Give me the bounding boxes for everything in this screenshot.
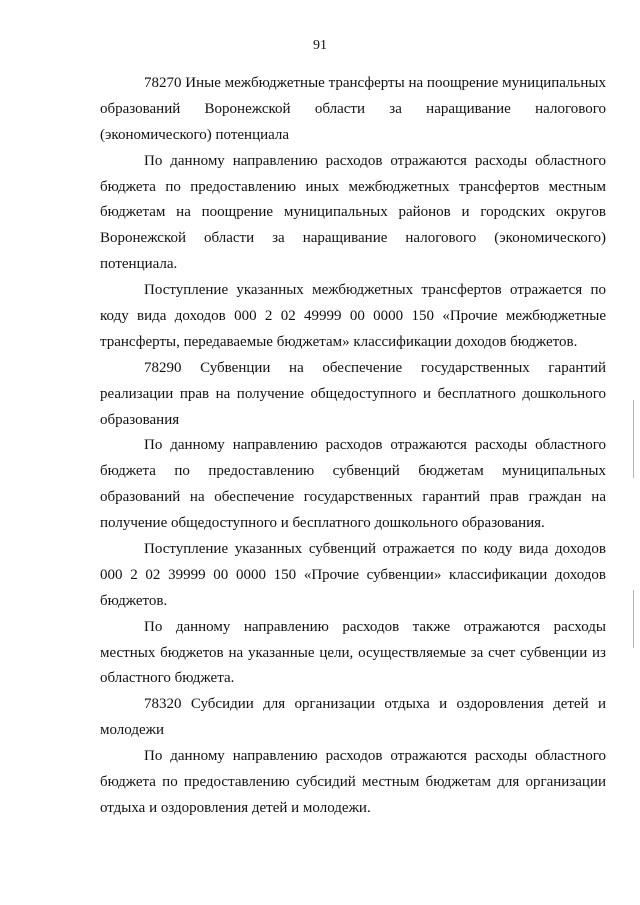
- text-line: получение общедоступного и бесплатного дошкольного образования.: [100, 515, 545, 532]
- text-line: молодежи: [100, 722, 165, 739]
- text-line: отдыха и оздоровления детей и молодежи.: [100, 799, 371, 816]
- text-line: Воронежской области за наращивание налогового (экономического): [100, 230, 606, 247]
- text-line: бюджета по предоставлению субвенций бюджетам муниципальных: [100, 463, 606, 480]
- text-line: образования: [100, 411, 180, 428]
- paragraph: [100, 278, 606, 356]
- paragraph-list: [100, 71, 606, 822]
- text-line: По данному направлению расходов отражаются расходы областного: [144, 748, 606, 765]
- text-line: потенциала.: [100, 256, 178, 273]
- paragraph: [100, 537, 606, 615]
- paragraph: [100, 692, 606, 744]
- paragraph: [100, 615, 606, 693]
- text-line: реализации прав на получение общедоступного и бесплатного дошкольного: [100, 385, 606, 402]
- text-line: трансферты, передаваемые бюджетам» классификации доходов бюджетов.: [100, 333, 578, 350]
- scan-edge-mark-lower: [633, 590, 634, 648]
- text-line: Поступление указанных субвенций отражается по коду вида доходов: [144, 541, 606, 558]
- text-line: 000 2 02 39999 00 0000 150 «Прочие субвенции» классификации доходов: [100, 566, 606, 583]
- text-line: По данному направлению расходов отражаются расходы областного: [144, 152, 606, 169]
- text-line: бюджета по предоставлению субсидий местным бюджетам для организации: [100, 774, 606, 791]
- text-line: бюджетов.: [100, 592, 168, 609]
- text-line: 78320 Субсидии для организации отдыха и оздоровления детей и: [144, 696, 606, 713]
- text-line: Поступление указанных межбюджетных трансфертов отражается по: [144, 282, 606, 299]
- paragraph: [100, 71, 606, 149]
- text-line: По данному направлению расходов отражаются расходы областного: [144, 437, 606, 454]
- paragraph: [100, 149, 606, 278]
- text-line: 78290 Субвенции на обеспечение государственных гарантий: [144, 359, 606, 376]
- text-line: бюджетам на поощрение муниципальных районов и городских округов: [100, 204, 606, 221]
- text-line: местных бюджетов на указанные цели, осуществляемые за счет субвенции из: [100, 644, 606, 661]
- paragraph: [100, 744, 606, 822]
- text-line: образований Воронежской области за наращивание налогового: [100, 100, 606, 117]
- paragraph: [100, 356, 606, 434]
- paragraph: [100, 433, 606, 537]
- text-line: (экономического) потенциала: [100, 126, 290, 143]
- text-line: областного бюджета.: [100, 670, 235, 687]
- page-number: 91: [313, 38, 327, 53]
- scan-edge-mark-upper: [633, 400, 634, 478]
- text-line: бюджета по предоставлению иных межбюджетных трансфертов местным: [100, 178, 606, 195]
- text-line: По данному направлению расходов также отражаются расходы: [144, 618, 606, 635]
- text-line: образований на обеспечение государственных гарантий прав граждан на: [100, 489, 606, 506]
- document-body: [100, 71, 606, 822]
- text-line: коду вида доходов 000 2 02 49999 00 0000 150 «Прочие межбюджетные: [100, 308, 606, 325]
- text-line: 78270 Иные межбюджетные трансферты на поощрение муниципальных: [144, 75, 606, 91]
